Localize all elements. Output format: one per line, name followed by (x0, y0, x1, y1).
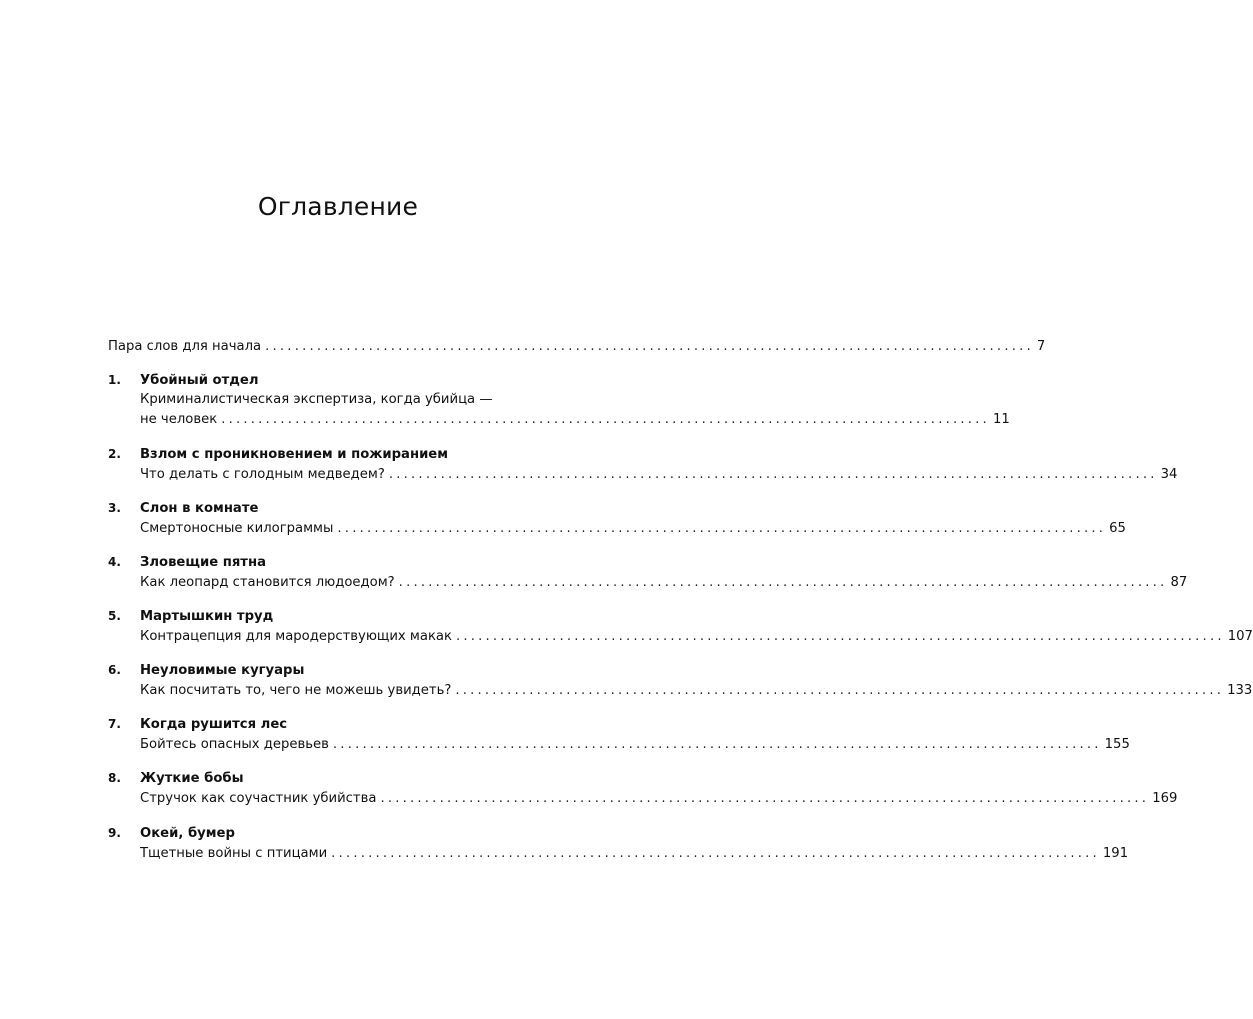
leader-dots: ........................................................................................................ (455, 683, 1225, 698)
toc-entry-chapter-7[interactable] (140, 736, 1130, 753)
leader-dots: ........................................................................................................ (337, 521, 1107, 536)
toc-entry-chapter-1[interactable] (140, 411, 1010, 428)
chapter-title[interactable]: Когда рушится лес (140, 717, 288, 732)
toc-entry-text: не человек (140, 412, 218, 427)
leader-dots: ........................................................................................................ (221, 412, 990, 427)
chapter-title[interactable]: Слон в комнате (140, 501, 259, 516)
chapter-number: 7. (108, 717, 121, 731)
leader-dots: ........................................................................................................ (388, 467, 1158, 482)
chapter-title[interactable]: Взлом с проникновением и пожиранием (140, 447, 449, 462)
page-number: 107 (1227, 629, 1253, 644)
toc-entry-text: Как посчитать то, чего не можешь увидеть? (140, 683, 452, 698)
chapter-title[interactable]: Убойный отдел (140, 373, 259, 388)
toc-entry-chapter-8[interactable] (140, 790, 1178, 807)
chapter-number: 9. (108, 826, 121, 840)
toc-entry-text: Смертоносные килограммы (140, 521, 334, 536)
chapter-subtitle-line: Криминалистическая экспертиза, когда убийца — (140, 392, 493, 407)
toc-entry-text: Тщетные войны с птицами (140, 846, 328, 861)
page-number: 191 (1102, 846, 1129, 861)
leader-dots: ........................................................................................................ (380, 791, 1150, 806)
toc-entry-chapter-4[interactable] (140, 574, 1188, 591)
toc-entry-chapter-9[interactable] (140, 845, 1129, 862)
chapter-title[interactable]: Окей, бумер (140, 826, 235, 841)
chapter-number: 2. (108, 447, 121, 461)
chapter-number: 3. (108, 501, 121, 515)
toc-entry-text: Что делать с голодным медведем? (140, 467, 385, 482)
toc-entry-intro[interactable] (108, 338, 1046, 355)
toc-entry-text: Пара слов для начала (108, 339, 262, 354)
chapter-number: 8. (108, 771, 121, 785)
chapter-title[interactable]: Мартышкин труд (140, 609, 274, 624)
chapter-number: 4. (108, 555, 121, 569)
toc-entry-chapter-3[interactable] (140, 520, 1126, 537)
leader-dots: ........................................................................................................ (332, 737, 1102, 752)
toc-entry-text: Стручок как соучастник убийства (140, 791, 377, 806)
page-number: 169 (1152, 791, 1178, 806)
leader-dots: ........................................................................................................ (265, 339, 1034, 354)
toc-entry-chapter-2[interactable] (140, 466, 1178, 483)
page-number: 7 (1036, 339, 1046, 354)
toc-entry-chapter-5[interactable] (140, 628, 1253, 645)
page-number: 87 (1170, 575, 1188, 590)
toc-entry-text: Как леопард становится людоедом? (140, 575, 395, 590)
page-title: Оглавление (257, 192, 419, 221)
toc-entry-text: Бойтесь опасных деревьев (140, 737, 329, 752)
chapter-number: 1. (108, 373, 121, 387)
chapter-title[interactable]: Жуткие бобы (140, 771, 244, 786)
chapter-number: 5. (108, 609, 121, 623)
page-number: 65 (1109, 521, 1126, 536)
page-number: 155 (1104, 737, 1130, 752)
chapter-number: 6. (108, 663, 121, 677)
toc-entry-chapter-6[interactable] (140, 682, 1253, 699)
page-number: 133 (1227, 683, 1253, 698)
chapter-title[interactable]: Зловещие пятна (140, 555, 266, 570)
toc-entry-text: Контрацепция для мародерствующих макак (140, 629, 452, 644)
page-number: 34 (1160, 467, 1178, 482)
chapter-title[interactable]: Неуловимые кугуары (140, 663, 305, 678)
leader-dots: ........................................................................................................ (455, 629, 1225, 644)
leader-dots: ........................................................................................................ (331, 846, 1100, 861)
leader-dots: ........................................................................................................ (398, 575, 1168, 590)
page-number: 11 (992, 412, 1010, 427)
